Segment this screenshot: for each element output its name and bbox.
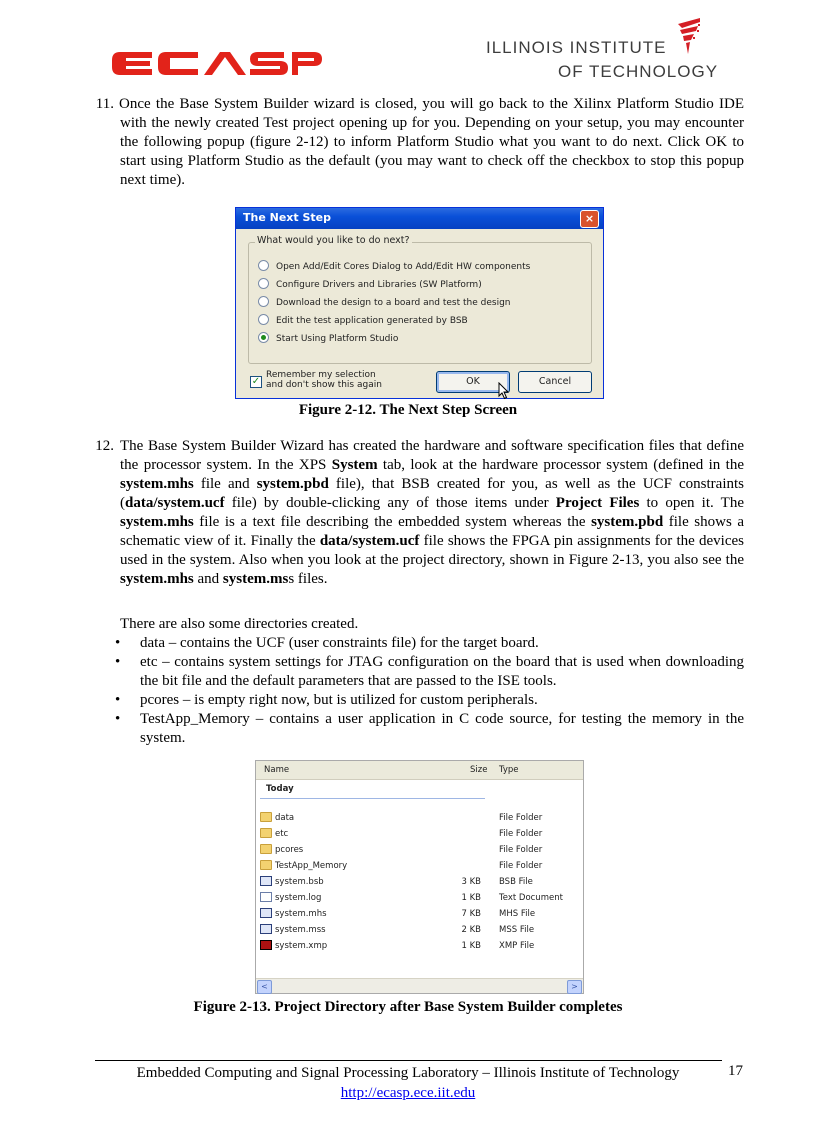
radio-icon[interactable] <box>258 296 269 307</box>
close-icon[interactable]: × <box>580 210 599 228</box>
table-row[interactable]: TestApp_Memory File Folder <box>258 858 580 874</box>
folder-icon <box>260 828 272 838</box>
mouse-pointer-icon <box>498 382 510 400</box>
option-edit-test-app[interactable] <box>258 314 468 326</box>
directory-list <box>0 634 816 756</box>
project-directory-listing <box>255 760 584 994</box>
institute-name-line2: OF TECHNOLOGY <box>558 62 719 81</box>
bsb-file-icon <box>260 876 272 886</box>
directories-intro: There are also some directories created. <box>120 616 359 632</box>
ecasp-logo-graphic <box>112 48 322 78</box>
option-download-design[interactable] <box>258 296 511 308</box>
table-row[interactable]: data File Folder <box>258 810 580 826</box>
ecasp-logo <box>112 48 322 78</box>
figure-2-12-caption: Figure 2-12. The Next Step Screen <box>298 402 518 418</box>
figure-2-13-caption: Figure 2-13. Project Directory after Base System Builder completes <box>193 999 623 1015</box>
page-number: 17 <box>728 1063 743 1079</box>
option-label: Open Add/Edit Cores Dialog to Add/Edit HW components <box>276 262 531 272</box>
cancel-button[interactable]: Cancel <box>518 371 592 393</box>
step-number: 12. <box>95 438 114 454</box>
mss-file-icon <box>260 924 272 934</box>
column-headers <box>256 761 583 780</box>
option-label: Configure Drivers and Libraries (SW Platform) <box>276 280 482 290</box>
list-item: • data – contains the UCF (user constraints file) for the target board. <box>115 635 539 651</box>
iit-flag-icon <box>664 18 702 58</box>
footer-link[interactable]: http://ecasp.ece.iit.edu <box>340 1085 476 1101</box>
folder-icon <box>260 860 272 870</box>
step-text: Once the Base System Builder wizard is closed, you will go back to the Xilinx Platform Studio IDE with the newly created Test project opening up for you. Depending on your setup, you may encounter the following popup (figure 2-12) to inform Platform Studio what you want to do next. Click OK to start using Platform Studio as the default (you may want to check off the checkbox to stop this popup next time). <box>119 96 744 188</box>
next-step-dialog <box>235 207 604 399</box>
footer-text: Embedded Computing and Signal Processing Laboratory – Illinois Institute of Technology <box>136 1065 680 1081</box>
option-configure-drivers[interactable] <box>258 278 482 290</box>
remember-label <box>266 370 382 390</box>
table-row[interactable]: system.mhs 7 KB MHS File <box>258 906 580 922</box>
list-item: • etc – contains system settings for JTAG configuration on the board that is used when downloading the bit file and the default parameters that are passed to the ISE tools. <box>115 654 744 689</box>
dialog-title-bar <box>236 208 603 229</box>
scroll-left-icon[interactable]: < <box>257 980 272 994</box>
option-label: Edit the test application generated by BSB <box>276 316 468 326</box>
remember-checkbox[interactable]: ✓ <box>251 376 261 387</box>
group-label: What would you like to do next? <box>257 235 410 246</box>
step-12 <box>0 437 816 597</box>
list-item: • pcores – is empty right now, but is utilized for custom peripherals. <box>115 692 538 708</box>
radio-selected-icon[interactable] <box>258 332 269 343</box>
ok-button[interactable]: OK <box>436 371 510 393</box>
table-row[interactable]: system.mss 2 KB MSS File <box>258 922 580 938</box>
size-column-header[interactable]: Size <box>470 765 488 775</box>
remember-label-line2: and don't show this again <box>266 380 382 390</box>
group-divider <box>260 798 485 799</box>
folder-icon <box>260 844 272 854</box>
option-add-edit-cores[interactable] <box>258 260 530 272</box>
remember-label-line1: Remember my selection <box>266 370 376 380</box>
dialog-title: The Next Step <box>243 211 331 224</box>
table-row[interactable]: system.log 1 KB Text Document <box>258 890 580 906</box>
table-row[interactable]: system.bsb 3 KB BSB File <box>258 874 580 890</box>
option-start-platform-studio[interactable] <box>258 332 398 344</box>
option-label: Download the design to a board and test the design <box>276 298 511 308</box>
step-text: The Base System Builder Wizard has created the hardware and software specification files that define the processor system. In the XPS System tab, look at the hardware processor system (defined in the system.mhs file and system.pbd file), that BSB created for you, as well as the UCF constraints (data/system.ucf file) by double-clicking any of those items under Project Files to open it. The system.mhs file is a text file describing the embedded system whereas the system.pbd file shows a schematic view of it. Finally the data/system.ucf file shows the FPGA pin assignments for the devices used in the system. Also when you look at the project directory, shown in Figure 2-13, you also see the system.mhs and system.mss files. <box>120 438 744 587</box>
radio-icon[interactable] <box>258 260 269 271</box>
table-row[interactable]: system.xmp 1 KB XMP File <box>258 938 580 954</box>
horizontal-scrollbar[interactable] <box>256 978 583 993</box>
radio-icon[interactable] <box>258 278 269 289</box>
radio-icon[interactable] <box>258 314 269 325</box>
step-11 <box>0 95 816 195</box>
type-column-header[interactable]: Type <box>499 765 519 775</box>
text-file-icon <box>260 892 272 902</box>
step-number: 11. <box>95 96 114 112</box>
folder-icon <box>260 812 272 822</box>
footer-divider <box>95 1060 722 1061</box>
institute-name-line1: ILLINOIS INSTITUTE <box>486 38 667 57</box>
option-label: Start Using Platform Studio <box>276 334 399 344</box>
list-item: • TestApp_Memory – contains a user application in C code source, for testing the memory in the system. <box>115 711 744 746</box>
xmp-file-icon <box>260 940 272 950</box>
table-row[interactable]: pcores File Folder <box>258 842 580 858</box>
scroll-right-icon[interactable]: > <box>567 980 582 994</box>
table-row[interactable]: etc File Folder <box>258 826 580 842</box>
group-header: Today <box>266 784 294 794</box>
name-column-header[interactable]: Name <box>264 765 290 775</box>
mhs-file-icon <box>260 908 272 918</box>
